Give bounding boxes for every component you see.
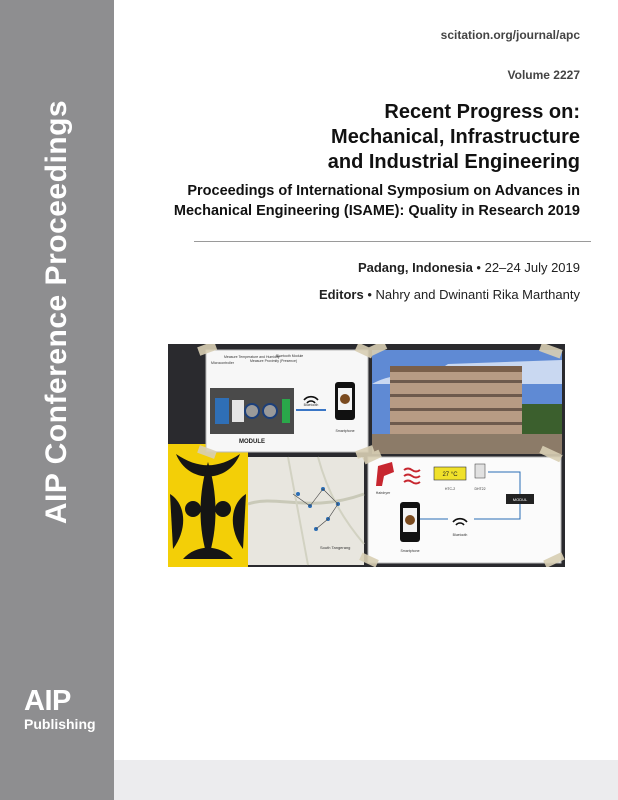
divider (194, 241, 591, 242)
editors-line (319, 287, 580, 302)
smartphone-label: Smartphone (400, 549, 420, 553)
editors-names: • Nahry and Dwinanti Rika Marthanty (363, 287, 580, 302)
building-photo (372, 350, 562, 454)
logo-mark: AIP (24, 685, 71, 717)
module-box-label: MODUL (512, 497, 528, 502)
title-line: and Industrial Engineering (327, 151, 580, 173)
title-line: Recent Progress on: (384, 101, 580, 123)
bluetooth-label: Bluetooth (303, 403, 319, 407)
module-label: Measure Temperature and Humidity (224, 355, 280, 359)
module-label: Bluetooth Module (276, 354, 304, 358)
module-label: Microcontroller (211, 361, 234, 365)
hairdryer-label: Hairdryer (375, 491, 391, 495)
venue-location: Padang, Indonesia (357, 260, 473, 275)
venue-date: • 22–24 July 2019 (472, 260, 580, 275)
module-title: MODULE (239, 439, 265, 445)
series-title: AIP Conference Proceedings (40, 99, 73, 525)
volume-number: Volume 2227 (507, 68, 580, 82)
dht-label: DHT22 (474, 487, 486, 491)
logo-subtext: Publishing (24, 716, 96, 732)
cover-collage (168, 344, 565, 567)
sensor-icon (475, 464, 485, 478)
book-subtitle (120, 181, 580, 221)
editors-label: Editors (318, 287, 364, 302)
module-diagram (206, 350, 368, 452)
book-title (140, 100, 580, 175)
map-image (248, 457, 364, 565)
bottom-band (114, 760, 618, 800)
map-label: South Tangerang (320, 545, 351, 550)
aip-publishing-logo (24, 685, 96, 732)
module-label: Measure Proximity (Presence) (250, 359, 298, 363)
batik-ornament (168, 444, 248, 567)
series-spine (0, 0, 114, 800)
bluetooth-label: Bluetooth (452, 533, 468, 537)
venue-line (358, 260, 580, 275)
temperature-value: 27 °C (442, 472, 458, 478)
title-line: Mechanical, Infrastructure (331, 126, 580, 148)
subtitle-line: Proceedings of International Symposium on Advances in (187, 183, 580, 199)
smartphone-label: Smartphone (335, 429, 355, 433)
htc-label: HTC-2 (444, 487, 456, 491)
sensor-diagram (368, 457, 561, 563)
subtitle-line: Mechanical Engineering (ISAME): Quality in Research 2019 (173, 203, 580, 219)
journal-url[interactable]: scitation.org/journal/apc (440, 28, 580, 42)
